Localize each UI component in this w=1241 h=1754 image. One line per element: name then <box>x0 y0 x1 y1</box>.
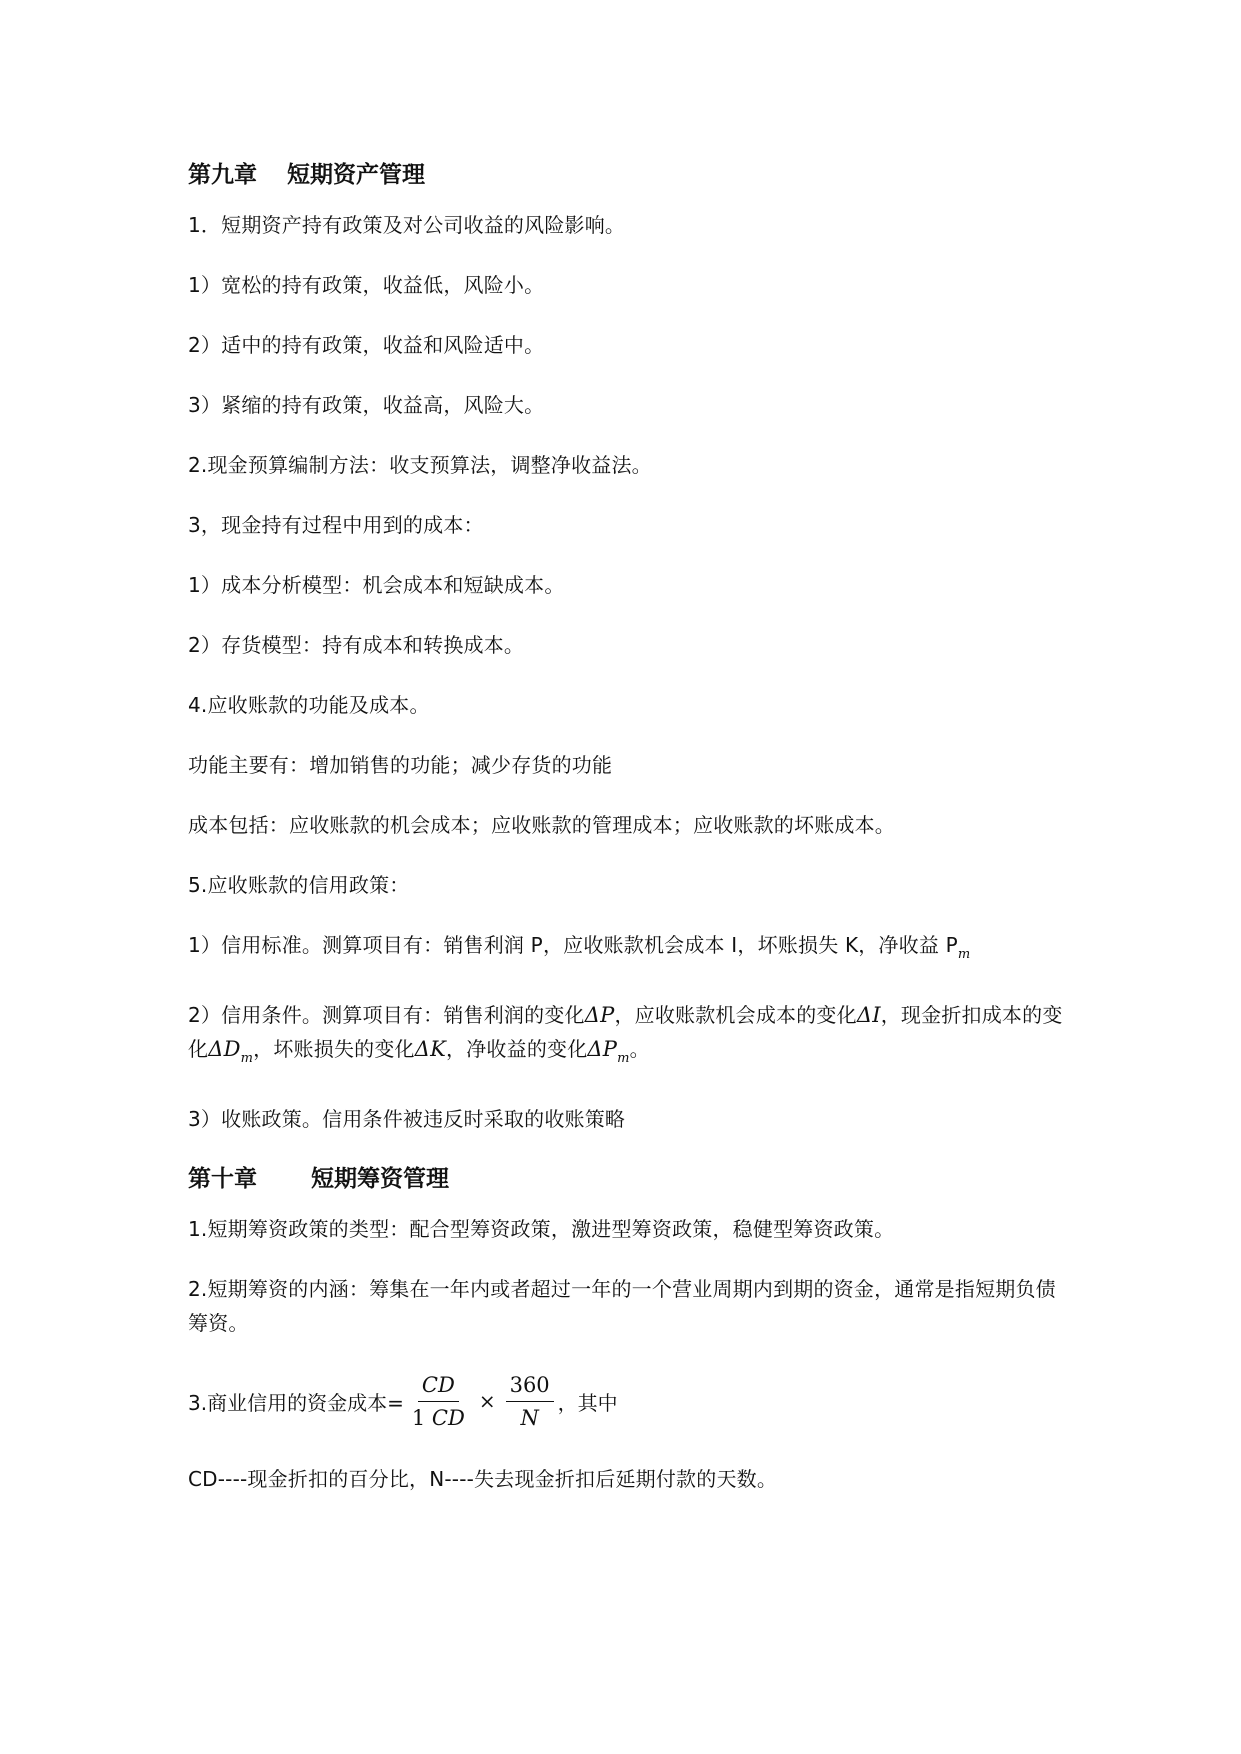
ch10-item-1: 1.短期筹资政策的类型：配合型筹资政策，激进型筹资政策，稳健型筹资政策。 <box>188 1217 895 1241</box>
ch9-item-3: 3，现金持有过程中用到的成本： <box>188 513 484 537</box>
fraction-1-denominator-cd: CD <box>431 1405 465 1430</box>
chapter-9-title: 短期资产管理 <box>287 162 425 188</box>
chapter-10-heading <box>188 1154 1068 1204</box>
ch9-item-1: 1．短期资产持有政策及对公司收益的风险影响。 <box>188 213 626 237</box>
chapter-10-number: 第十章 <box>188 1166 257 1192</box>
ch10-item-2: 2.短期筹资的内涵：筹集在一年内或者超过一年的一个营业周期内到期的资金，通常是指短期负债筹资。 <box>188 1277 1056 1335</box>
ch9-item-5-2-text-d: ，坏账损失的变化 <box>253 1037 415 1061</box>
delta-d-subscript: m <box>240 1051 254 1066</box>
ch10-item-3-note: CD----现金折扣的百分比，N----失去现金折扣后延期付款的天数。 <box>188 1467 778 1491</box>
chapter-9-heading <box>188 150 1068 200</box>
ch9-item-1-1: 1）宽松的持有政策，收益低，风险小。 <box>188 273 545 297</box>
ch9-item-5-2-text-f: 。 <box>629 1037 650 1061</box>
ch9-item-5-2-text-e: ，净收益的变化 <box>446 1037 588 1061</box>
ch9-item-3-2: 2）存货模型：持有成本和转换成本。 <box>188 633 525 657</box>
fraction-1-denominator-one: 1 <box>411 1405 426 1430</box>
ch9-item-3-1: 1）成本分析模型：机会成本和短缺成本。 <box>188 573 565 597</box>
ch9-item-4-cost: 成本包括：应收账款的机会成本；应收账款的管理成本；应收账款的坏账成本。 <box>188 813 895 837</box>
ch9-item-4: 4.应收账款的功能及成本。 <box>188 693 430 717</box>
delta-pm-symbol: ΔP <box>587 1037 618 1061</box>
ch9-item-5-2-text-b: ，应收账款机会成本的变化 <box>614 1003 857 1027</box>
fraction-days <box>506 1371 554 1432</box>
delta-k-symbol: ΔK <box>414 1037 447 1061</box>
ch9-item-5: 5.应收账款的信用政策： <box>188 873 410 897</box>
ch9-item-5-1-text: 1）信用标准。测算项目有：销售利润 P，应收账款机会成本 I，坏账损失 K，净收益 P <box>188 933 958 957</box>
ch9-item-5-1-subscript: m <box>957 947 971 962</box>
fraction-2-numerator: 360 <box>506 1371 554 1402</box>
delta-pm-subscript: m <box>617 1051 630 1066</box>
fraction-discount-rate <box>408 1371 469 1432</box>
ch9-item-1-3: 3）紧缩的持有政策，收益高，风险大。 <box>188 393 545 417</box>
ch9-item-5-2 <box>188 998 1068 1076</box>
fraction-2-denominator-n: N <box>520 1405 539 1430</box>
formula-suffix: ，其中 <box>557 1390 618 1415</box>
ch9-item-5-1 <box>188 928 1068 972</box>
delta-d-symbol: ΔD <box>208 1037 241 1061</box>
chapter-9-number: 第九章 <box>188 162 257 188</box>
fraction-2-denominator <box>516 1402 542 1432</box>
multiply-sign: × <box>478 1389 496 1413</box>
fraction-1-denominator <box>408 1402 469 1432</box>
ch10-item-3-formula <box>188 1366 1068 1436</box>
delta-i-symbol: ΔI <box>856 1003 881 1027</box>
document-content <box>188 150 1068 1522</box>
chapter-10-title: 短期筹资管理 <box>311 1166 449 1192</box>
delta-p-symbol: ΔP <box>584 1003 615 1027</box>
ch9-item-2: 2.现金预算编制方法：收支预算法，调整净收益法。 <box>188 453 652 477</box>
ch9-item-5-2-text-c: ，现金折扣成本的变化 <box>188 1003 1063 1061</box>
ch9-item-5-3: 3）收账政策。信用条件被违反时采取的收账策略 <box>188 1107 626 1131</box>
fraction-1-numerator: CD <box>418 1371 459 1402</box>
formula-prefix: 3.商业信用的资金成本= <box>188 1390 404 1415</box>
ch9-item-1-2: 2）适中的持有政策，收益和风险适中。 <box>188 333 545 357</box>
ch9-item-4-function: 功能主要有：增加销售的功能；减少存货的功能 <box>188 753 613 777</box>
ch9-item-5-2-text-a: 2）信用条件。测算项目有：销售利润的变化 <box>188 1003 585 1027</box>
